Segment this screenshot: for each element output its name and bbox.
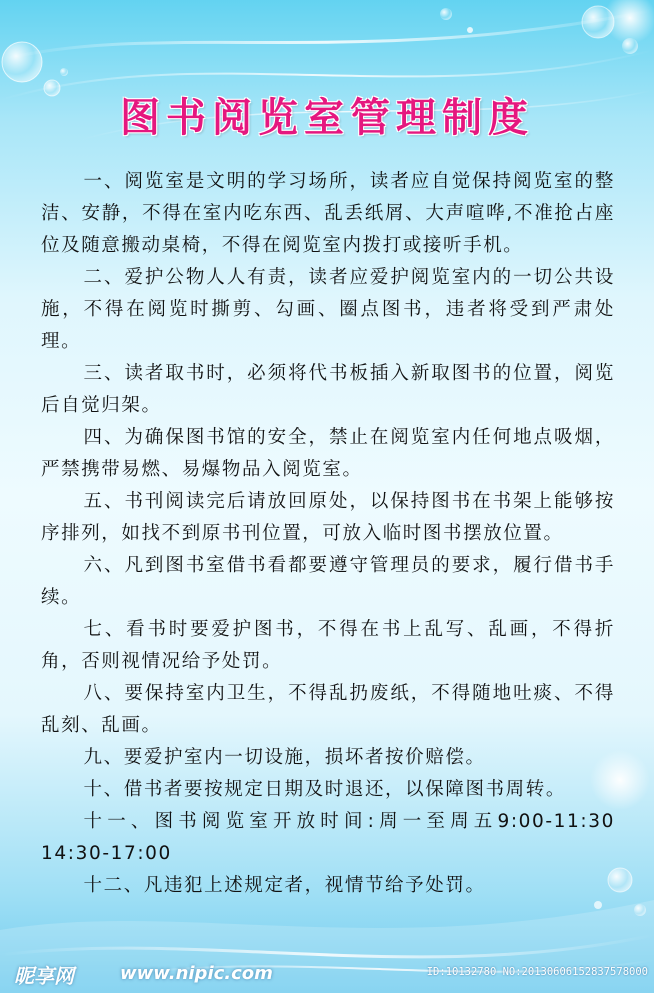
rules-list <box>41 166 615 902</box>
rule-item: 十二、凡违犯上述规定者，视情节给予处罚。 <box>83 875 486 896</box>
poster-title: 图书阅览室管理制度 <box>120 95 534 141</box>
watermark-brand: 昵享网 <box>14 964 74 988</box>
rule-item: 十、借书者要按规定日期及时退还，以保障图书周转。 <box>83 779 566 800</box>
rule-item: 一、阅览室是文明的学习场所，读者应自觉保持阅览室的整洁、安静，不得在室内吃东西、乱丢纸屑、大声喧哗,不准抢占座位及随意搬动桌椅，不得在阅览室内拨打或接听手机。 <box>41 171 615 256</box>
rule-item: 十一、图书阅览室开放时间:周一至周五9:00-11:30 14:30-17:00 <box>41 811 615 864</box>
rule-item: 三、读者取书时，必须将代书板插入新取图书的位置，阅览后自觉归架。 <box>41 363 615 416</box>
rule-item: 七、看书时要爱护图书，不得在书上乱写、乱画，不得折角，否则视情况给予处罚。 <box>41 619 615 672</box>
rule-item: 八、要保持室内卫生，不得乱扔废纸，不得随地吐痰、不得乱刻、乱画。 <box>41 683 615 736</box>
rule-item: 二、爱护公物人人有责，读者应爱护阅览室内的一切公共设施，不得在阅览时撕剪、勾画、圈点图书，违者将受到严肃处理。 <box>41 267 615 352</box>
rule-item: 四、为确保图书馆的安全，禁止在阅览室内任何地点吸烟，严禁携带易燃、易爆物品入阅览室。 <box>41 427 615 480</box>
rule-item: 九、要爱护室内一切设施，损坏者按价赔偿。 <box>83 747 486 768</box>
rule-item: 六、凡到图书室借书看都要遵守管理员的要求，履行借书手续。 <box>41 555 615 608</box>
rule-item: 五、书刊阅读完后请放回原处，以保持图书在书架上能够按序排列，如找不到原书刊位置，可放入临时图书摆放位置。 <box>41 491 615 544</box>
image-id-label: ID:10132780 NO:20130606152837578000 <box>426 966 648 978</box>
watermark-url: www.nipic.com <box>120 963 273 984</box>
